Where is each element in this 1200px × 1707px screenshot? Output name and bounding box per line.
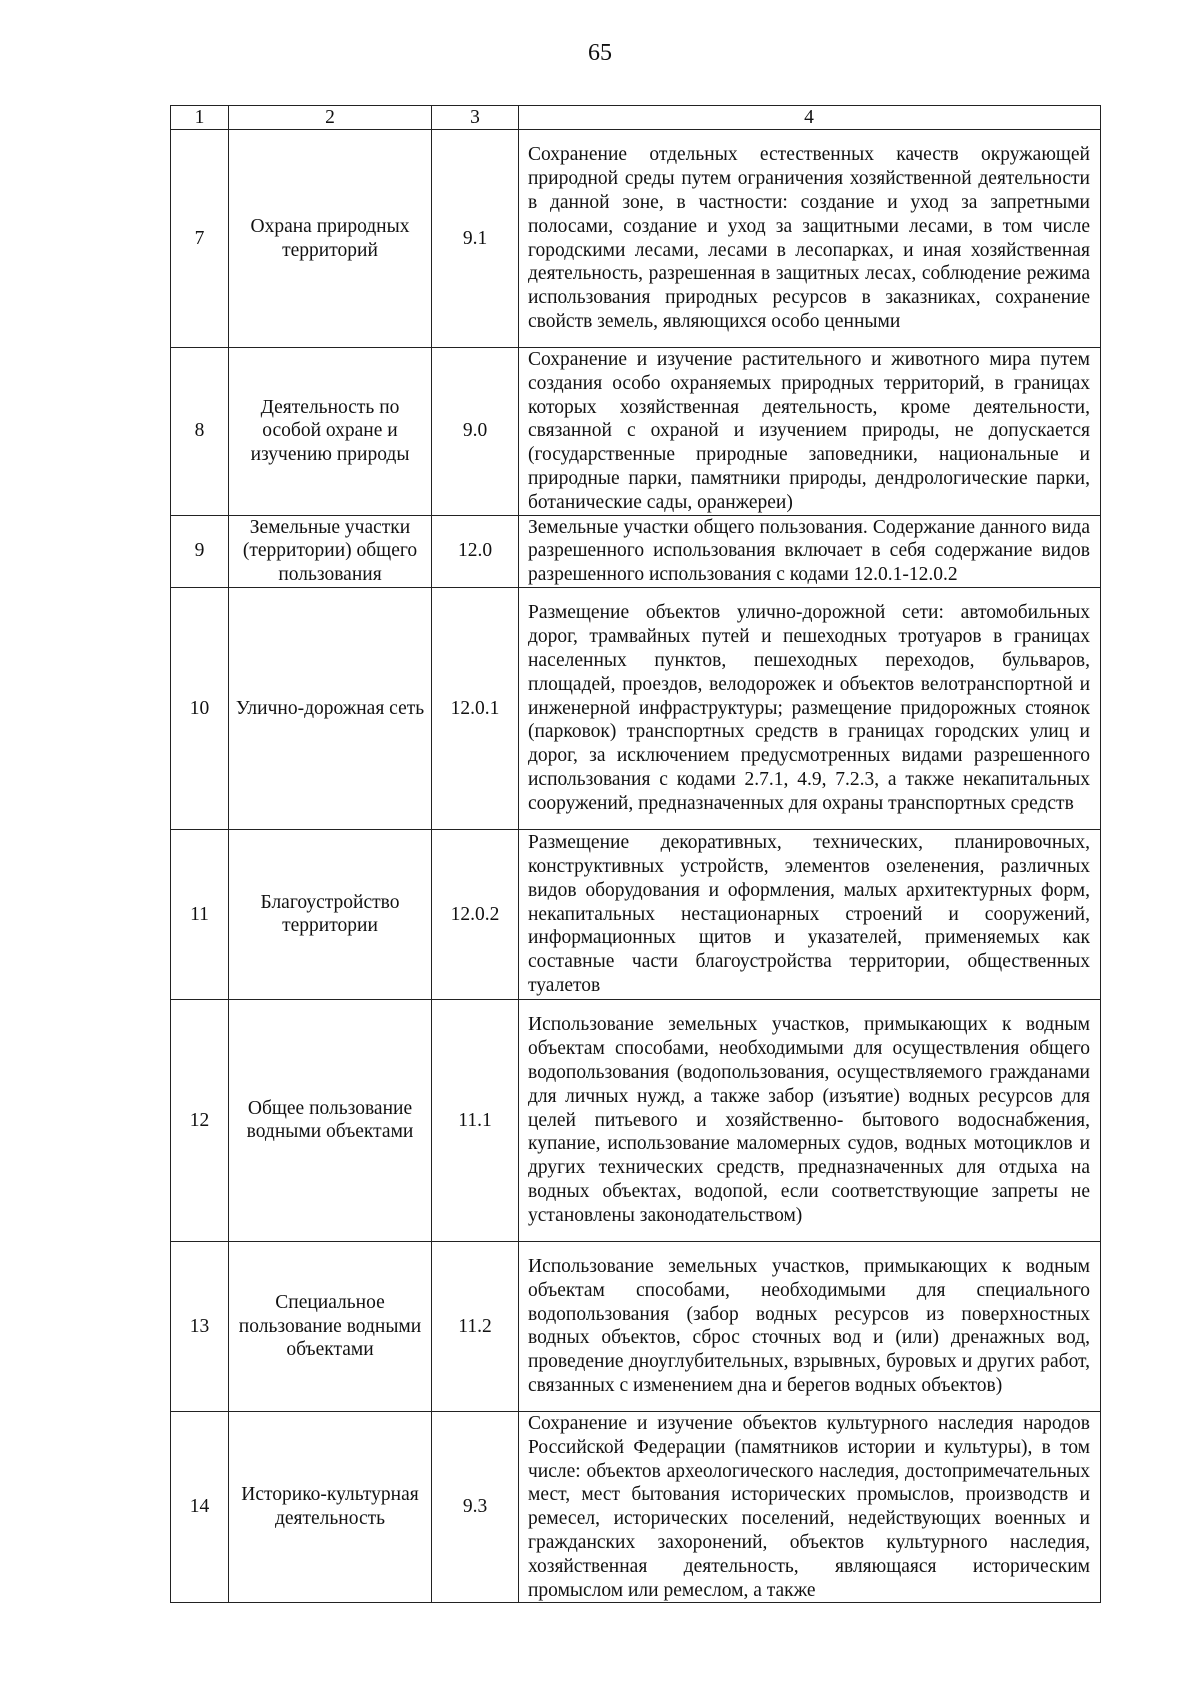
table-row [171,130,1101,348]
land-use-description: Размещение объектов улично-дорожной сети: автомобильных дорог, трамвайных путей и пешеходных тротуаров в границах населенных пунктов, пешеходных переходов, бульваров, площадей, проездов, велодорожек и объектов велотранспортной и инженерной инфраструктуры; размещение придорожных стоянок (парковок) транспортных средств в границах городских улиц и дорог, за исключением предусмотренных видами разрешенного использования с кодами 2.7.1, 4.9, 7.2.3, а также некапитальных сооружений, предназначенных для охраны транспортных средств [519,587,1101,829]
row-number: 9 [171,515,229,587]
land-use-code: 11.1 [432,999,519,1241]
row-number: 13 [171,1241,229,1411]
land-use-code: 12.0 [432,515,519,587]
land-use-name: Земельные участки (территории) общего пользования [229,515,432,587]
land-use-description: Использование земельных участков, примыкающих к водным объектам способами, необходимыми для специального водопользования (забор водных ресурсов из поверхностных водных объектов, сброс сточных вод и (или) дренажных вод, проведение дноуглубительных, взрывных, буровых и других работ, связанных с изменением дна и берегов водных объектов) [519,1241,1101,1411]
row-number: 10 [171,587,229,829]
land-use-name: Благоустройство территории [229,829,432,999]
table-row [171,999,1101,1241]
row-number: 12 [171,999,229,1241]
row-number: 7 [171,130,229,348]
header-col-1: 1 [171,106,229,130]
land-use-code: 12.0.1 [432,587,519,829]
row-number: 14 [171,1411,229,1602]
land-use-code: 9.1 [432,130,519,348]
header-row [171,106,1101,130]
land-use-name: Охрана природных территорий [229,130,432,348]
land-use-description: Использование земельных участков, примыкающих к водным объектам способами, необходимыми для осуществления общего водопользования (водопользования, осуществляемого гражданами для личных нужд, а также забор (изъятие) водных ресурсов для целей питьевого и хозяйственно- бытового водоснабжения, купание, использование маломерных судов, водных мотоциклов и других технических средств, предназначенных для отдыха на водных объектах, водопой, если соответствующие запреты не установлены законодательством) [519,999,1101,1241]
table-row [171,1241,1101,1411]
land-use-description: Размещение декоративных, технических, планировочных, конструктивных устройств, элементов озеленения, различных видов оборудования и оформления, малых архитектурных форм, некапитальных нестационарных строений и сооружений, информационных щитов и указателей, применяемых как составные части благоустройства территории, общественных туалетов [519,829,1101,999]
table-row [171,829,1101,999]
land-use-name: Общее пользование водными объектами [229,999,432,1241]
row-number: 8 [171,348,229,516]
row-number: 11 [171,829,229,999]
land-use-code: 9.0 [432,348,519,516]
land-use-code: 12.0.2 [432,829,519,999]
header-col-4: 4 [519,106,1101,130]
land-use-description: Сохранение и изучение объектов культурного наследия народов Российской Федерации (памятников истории и культуры), в том числе: объектов археологического наследия, достопримечательных мест, мест бытования исторических промыслов, производств и ремесел, исторических поселений, недействующих военных и гражданских захоронений, объектов культурного наследия, хозяйственная деятельность, являющаяся историческим промыслом или ремеслом, а также [519,1411,1101,1602]
header-col-3: 3 [432,106,519,130]
land-use-description: Земельные участки общего пользования. Содержание данного вида разрешенного использования включает в себя содержание видов разрешенного использования с кодами 12.0.1-12.0.2 [519,515,1101,587]
table-row [171,348,1101,516]
page-number: 65 [588,40,612,66]
table-row [171,1411,1101,1602]
land-use-code: 11.2 [432,1241,519,1411]
land-use-table [170,105,1101,1603]
land-use-name: Специальное пользование водными объектами [229,1241,432,1411]
land-use-description: Сохранение и изучение растительного и животного мира путем создания особо охраняемых природных территорий, в границах которых хозяйственная деятельность, кроме деятельности, связанной с охраной и изучением природы, не допускается (государственные природные заповедники, национальные и природные парки, памятники природы, дендрологические парки, ботанические сады, оранжереи) [519,348,1101,516]
land-use-name: Улично-дорожная сеть [229,587,432,829]
header-col-2: 2 [229,106,432,130]
land-use-description: Сохранение отдельных естественных качеств окружающей природной среды путем ограничения хозяйственной деятельности в данной зоне, в частности: создание и уход за запретными полосами, создание и уход за защитными лесами, в том числе городскими лесами, лесами в лесопарках, и иная хозяйственная деятельность, разрешенная в защитных лесах, соблюдение режима использования природных ресурсов в заказниках, сохранение свойств земель, являющихся особо ценными [519,130,1101,348]
land-use-name: Историко-культурная деятельность [229,1411,432,1602]
land-use-name: Деятельность по особой охране и изучению природы [229,348,432,516]
table-row [171,515,1101,587]
land-use-code: 9.3 [432,1411,519,1602]
table-row [171,587,1101,829]
